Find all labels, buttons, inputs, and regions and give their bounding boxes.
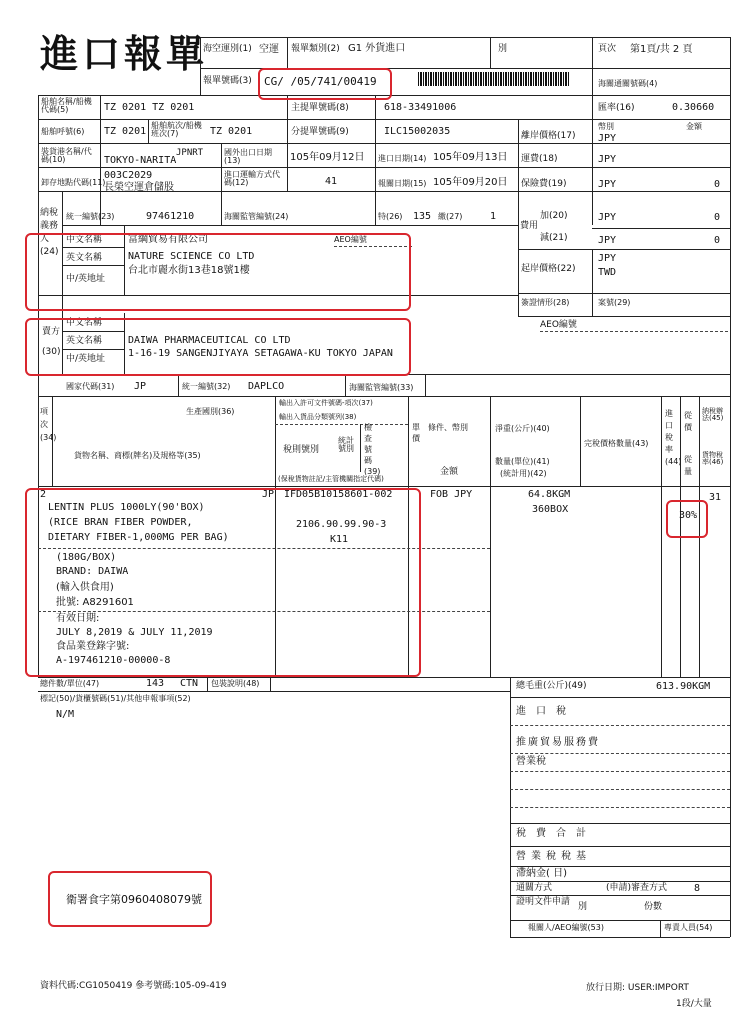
- voyage: TZ 0201: [210, 126, 253, 137]
- annotation-box-rate: [666, 500, 708, 538]
- item-no: 2: [40, 489, 47, 500]
- annotation-box-taxpayer: [25, 233, 411, 311]
- broker-label: 報關人/AEO編號(53): [528, 923, 604, 932]
- count-label: 繳(27): [438, 212, 463, 221]
- gross-weight: 613.90KGM: [656, 681, 711, 692]
- tariff-label: 稅則號別: [283, 445, 320, 455]
- item-desc-line: (輸入供食用): [56, 582, 114, 593]
- unit-price-label: 單價: [412, 423, 420, 443]
- item-desc-line: (RICE BRAN FIBER POWDER,: [48, 517, 193, 528]
- seller-customs-reg-label: 海關監管編號(33): [349, 383, 414, 392]
- import-date-label: 進口日期(14): [378, 154, 427, 163]
- item-desc-line: 有效日期:: [56, 613, 100, 624]
- barcode: [418, 72, 570, 86]
- annotation-box-declaration-no: [258, 68, 392, 100]
- tax-total-label: 稅費合計: [516, 828, 596, 839]
- port-price-currency-2: TWD: [598, 267, 617, 278]
- visa-label: 簽證情形(28): [521, 298, 570, 307]
- storage-name: 長榮空運倉儲股: [104, 182, 174, 193]
- call-sign: TZ 0201: [104, 126, 147, 137]
- vessel-code: TZ 0201 TZ 0201: [104, 102, 195, 113]
- annotation-box-item: [25, 488, 421, 677]
- item-qty: 360BOX: [532, 504, 569, 515]
- officer-label: 專責人員(54): [664, 923, 713, 932]
- item-net-weight: 64.8KGM: [528, 489, 571, 500]
- item-check: K11: [330, 534, 349, 545]
- marks-label: 標記(50)/貨櫃號碼(51)/其他申報事項(52): [40, 694, 191, 703]
- freight-label: 運費(18): [521, 154, 558, 164]
- total-count-label: 總件數/單位(47): [40, 679, 100, 688]
- house-bl: ILC15002035: [384, 126, 451, 137]
- seller-uniform-label: 統一編號(32): [182, 382, 231, 391]
- loading-code: JPNRT: [176, 148, 204, 158]
- storage-code: 003C2029: [104, 170, 153, 181]
- uniform-no: 97461210: [146, 211, 195, 222]
- clearance-value: 8: [694, 883, 701, 894]
- category-label: 別: [498, 44, 508, 54]
- origin-label: 生產國別(36): [186, 407, 235, 416]
- specific-label: 從量: [684, 455, 692, 476]
- loading-port: TOKYO-NARITA: [104, 155, 177, 166]
- insurance-currency: JPY: [598, 179, 617, 190]
- special-label: 特(26): [378, 212, 403, 221]
- seller-aeo-label: AEO編號: [540, 320, 577, 330]
- fee-label: 費用: [520, 221, 539, 231]
- frame-top: [200, 37, 730, 38]
- call-sign-label: 船舶呼號(6): [41, 127, 85, 136]
- house-bl-label: 分提單號碼(9): [291, 127, 349, 137]
- total-count: 143: [146, 678, 165, 689]
- transport-mode: 空運: [259, 44, 279, 55]
- add-fee-label: 加(20): [540, 211, 568, 221]
- port-price-label: 起岸價格(22): [521, 264, 576, 274]
- loading-port-label: 裝貨港名稱/代碼(10): [41, 147, 92, 164]
- transport-method-label: 進口運輸方式代碼(12): [224, 170, 280, 187]
- special-value: 135: [413, 211, 432, 222]
- currency-1: JPY: [598, 133, 617, 144]
- amount-label: 金額: [686, 122, 702, 131]
- taxpayer-zh-name-label: 中文名稱: [66, 235, 103, 245]
- exchange-rate-label: 匯率(16): [598, 103, 635, 113]
- amount-header-label: 金額: [440, 467, 459, 477]
- copies-label: 份數: [644, 902, 663, 912]
- package-label: 包裝說明(48): [211, 679, 260, 688]
- bonded-label: (保稅貨物註記/主管機關指定代碼): [278, 475, 384, 483]
- export-date: 105年09月12日: [290, 152, 365, 163]
- voyage-label: 船舶航次/船機班次(7): [151, 121, 202, 138]
- sub-currency: JPY: [598, 235, 617, 246]
- frame-line: [200, 37, 201, 95]
- page-value: 第1頁/共 2 頁: [630, 44, 693, 55]
- net-weight-label: 淨重(公斤)(40): [495, 424, 550, 433]
- terms-label: 條件、幣別: [428, 423, 468, 432]
- uniform-no-label: 統一編號(23): [66, 212, 115, 221]
- marks-value: N/M: [56, 709, 75, 720]
- insurance-amount: 0: [714, 179, 721, 190]
- total-unit: CTN: [180, 678, 199, 689]
- item-tariff: 2106.90.99.90-3: [296, 519, 387, 530]
- sub-fee-label: 減(21): [540, 233, 568, 243]
- sub-amount: 0: [714, 235, 721, 246]
- taxpayer-en-name: NATURE SCIENCE CO LTD: [128, 251, 255, 262]
- taxpayer-section-label: 納稅義務人(24): [40, 208, 59, 257]
- import-tax-label: 進口稅: [516, 706, 576, 717]
- item-terms: FOB JPY: [430, 489, 473, 500]
- tax-price-label: 完稅價格數量(43): [584, 439, 649, 448]
- item-desc-line: BRAND: DAIWA: [56, 566, 129, 577]
- clearance-label: 通關方式: [516, 883, 553, 893]
- late-fee-label: 滯納金( 日): [516, 868, 567, 879]
- vessel-code-label: 船舶名稱/船機代碼(5): [41, 97, 92, 114]
- taxpayer-address: 台北市麗水街13巷18號1樓: [128, 265, 250, 276]
- vat-base-label: 營業稅稅基: [516, 851, 591, 862]
- case-label: 案號(29): [598, 298, 631, 307]
- insurance-label: 保險費(19): [521, 179, 567, 189]
- storage-label: 卸存地點代碼(11): [41, 178, 106, 187]
- port-value-label: 離岸價格(17): [521, 131, 576, 141]
- business-tax-label: 營業稅: [516, 756, 546, 767]
- check-label: 檢查號碼(39): [364, 423, 381, 476]
- permit-label: 輸出入許可文件號碼-項次(37): [279, 399, 373, 407]
- release-date: 放行日期: USER:IMPORT: [586, 983, 689, 993]
- taxpayer-en-name-label: 英文名稱: [66, 253, 103, 263]
- annotation-box-permit: [48, 871, 212, 927]
- seller-address-label: 中/英地址: [66, 354, 106, 364]
- declaration-type-label: 報單類別(2): [291, 44, 340, 54]
- add-amount: 0: [714, 212, 721, 223]
- item-no-label: 項次(34): [40, 407, 57, 442]
- item-desc-line: JULY 8,2019 & JULY 11,2019: [56, 627, 213, 638]
- seller-country-label: 國家代碼(31): [66, 382, 115, 391]
- annotation-box-seller: [25, 318, 411, 376]
- class-label: 輸出入貨品分類號列(38): [279, 413, 357, 421]
- seller-country: JP: [134, 381, 147, 392]
- taxpayer-address-label: 中/英地址: [66, 274, 106, 284]
- declare-date-label: 報關日期(15): [378, 179, 427, 188]
- declare-date: 105年09月20日: [433, 177, 508, 188]
- add-currency: JPY: [598, 212, 617, 223]
- transport-method: 41: [325, 176, 338, 187]
- cert-type: 別: [578, 902, 588, 912]
- item-desc-line: 批號: A8291601: [56, 597, 134, 608]
- declaration-type: G1 外貨進口: [348, 43, 406, 54]
- transport-mode-label: 海空運別(1): [203, 44, 252, 54]
- port-price-currency-1: JPY: [598, 253, 617, 264]
- payable-label: 納稅辦法(45): [702, 407, 724, 422]
- desc-label: 貨物名稱、商標(牌名)及規格等(35): [74, 451, 201, 460]
- master-bl: 618-33491006: [384, 102, 457, 113]
- seller-zh-name-label: 中文名稱: [66, 318, 103, 328]
- release-sub: 1段/大量: [676, 999, 712, 1009]
- permit-note: 衛署食字第0960408079號: [66, 893, 202, 906]
- taxpayer-aeo-label: AEO編號: [334, 235, 367, 244]
- master-bl-label: 主提單號碼(8): [291, 103, 349, 113]
- seller-address: 1-16-19 SANGENJIYAYA SETAGAWA-KU TOKYO JAPAN: [128, 348, 393, 359]
- declaration-no-label: 報單號碼(3): [203, 76, 252, 86]
- goods-tax-label: 貨物稅率(46): [702, 451, 724, 466]
- item-rate: 30%: [679, 510, 698, 521]
- data-code: 資料代碼:CG1050419 參考號碼:105-09-419: [40, 981, 227, 991]
- gross-label: 總毛重(公斤)(49): [516, 681, 587, 691]
- taxpayer-zh-name: 富綱貿易有限公司: [128, 234, 208, 245]
- item-desc-line: LENTIN PLUS 1000LY(90'BOX): [48, 502, 205, 513]
- import-date: 105年09月13日: [433, 152, 508, 163]
- count-value: 1: [490, 211, 497, 222]
- item-origin: JP: [262, 489, 275, 500]
- item-tax-code: 31: [709, 492, 722, 503]
- qty-label: 數量(單位)(41): [495, 457, 550, 466]
- declaration-no: CG/ /05/741/00419: [264, 75, 377, 88]
- clearance-apply: (申請)審查方式: [606, 883, 668, 893]
- tax-method-label: 進口稅率(44): [665, 409, 682, 466]
- stat-qty-label: (統計用)(42): [500, 469, 547, 478]
- seller-section-label: 賣方(30): [42, 327, 61, 357]
- item-desc-line: (180G/BOX): [56, 552, 117, 563]
- document-title: 進口報單: [40, 31, 209, 76]
- promo-fee-label: 推廣貿易服務費: [516, 737, 600, 748]
- cert-label: 證明文件申請: [516, 897, 571, 907]
- export-date-label: 國外出口日期(13): [224, 148, 272, 165]
- currency-label: 幣別: [598, 122, 614, 131]
- seller-en-name: DAIWA PHARMACEUTICAL CO LTD: [128, 335, 291, 346]
- seller-uniform: DAPLCO: [248, 381, 285, 392]
- item-desc-line: DIETARY FIBER-1,000MG PER BAG): [48, 532, 229, 543]
- frame-right: [730, 37, 731, 677]
- ad-valorem-label: 從價: [684, 411, 692, 432]
- taxpayer-customs-reg-label: 海關監管編號(24): [224, 212, 289, 221]
- freight-currency: JPY: [598, 154, 617, 165]
- item-permit: IFD05B10158601-002: [284, 489, 393, 500]
- page-label: 頁次: [598, 44, 617, 54]
- item-desc-line: 食品業登錄字號:: [56, 641, 130, 652]
- customs-bond-label: 海關通關號碼(4): [598, 79, 658, 88]
- seller-en-name-label: 英文名稱: [66, 336, 103, 346]
- stat-label: 統計號別: [338, 436, 354, 453]
- exchange-rate: 0.30660: [672, 102, 715, 113]
- item-desc-line: A-197461210-00000-8: [56, 655, 171, 666]
